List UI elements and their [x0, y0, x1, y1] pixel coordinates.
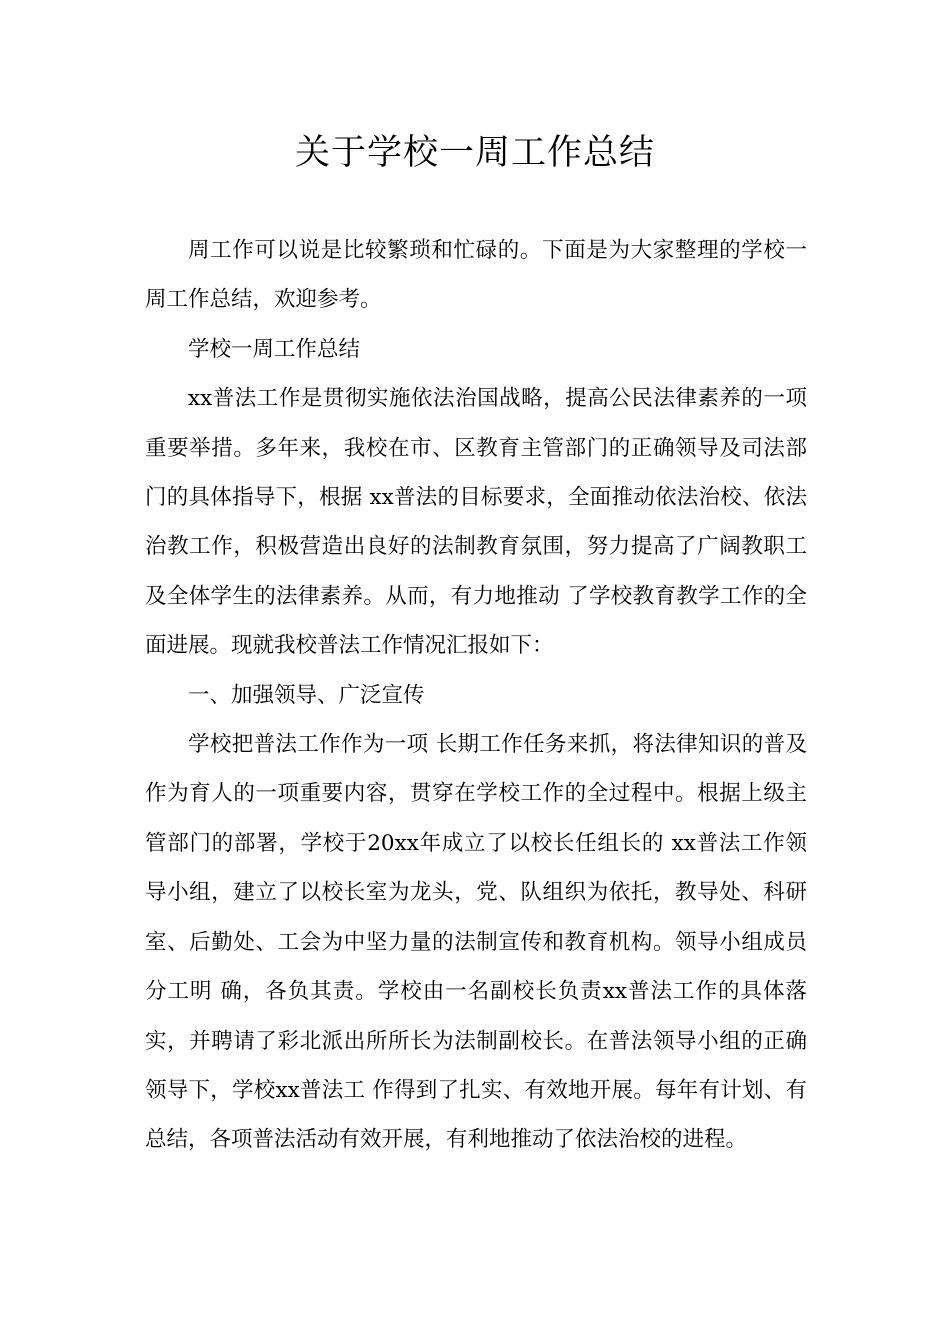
paragraph-intro: 周工作可以说是比较繁琐和忙碌的。下面是为大家整理的学校一周工作总结，欢迎参考。: [145, 238, 807, 313]
paragraph-section-one: 学校把普法工作作为一项 长期工作任务来抓，将法律知识的普及作为育人的一项重要内容，贯穿在学校工作的全过程中。根据上级主管部门的部署，学校于20xx年成立了以校长任组长的 xx普法工作领导小组，建立了以校长室为龙头，党、队组织为依托，教导处、科研室、后勤处、工会为中坚力量的法制宣传和教育机构。领导小组成员分工明 确，各负其责。学校由一名副校长负责xx普法工作的具体落实，并聘请了彩北派出所所长为法制副校长。在普法领导小组的正确领导下，学校xx普法工 作得到了扎实、有效地开展。每年有计划、有总结，各项普法活动有效开展，有利地推动了依法治校的进程。: [145, 732, 807, 1153]
paragraph-overview: xx普法工作是贯彻实施依法治国战略，提高公民法律素养的一项重要举措。多年来，我校在市、区教育主管部门的正确领导及司法部门的具体指导下，根据 xx普法的目标要求，全面推动依法治校、依法治教工作，积极营造出良好的法制教育氛围，努力提高了广阔教职工及全体学生的法律素养。从而，有力地推动 了学校教育教学工作的全面进展。现就我校普法工作情况汇报如下：: [145, 386, 807, 659]
document-body: [145, 226, 807, 1165]
paragraph-subtitle: 学校一周工作总结: [188, 336, 361, 362]
document-title: 关于学校一周工作总结: [294, 133, 655, 173]
section-heading: 一、加强领导、广泛宣传: [188, 682, 425, 708]
